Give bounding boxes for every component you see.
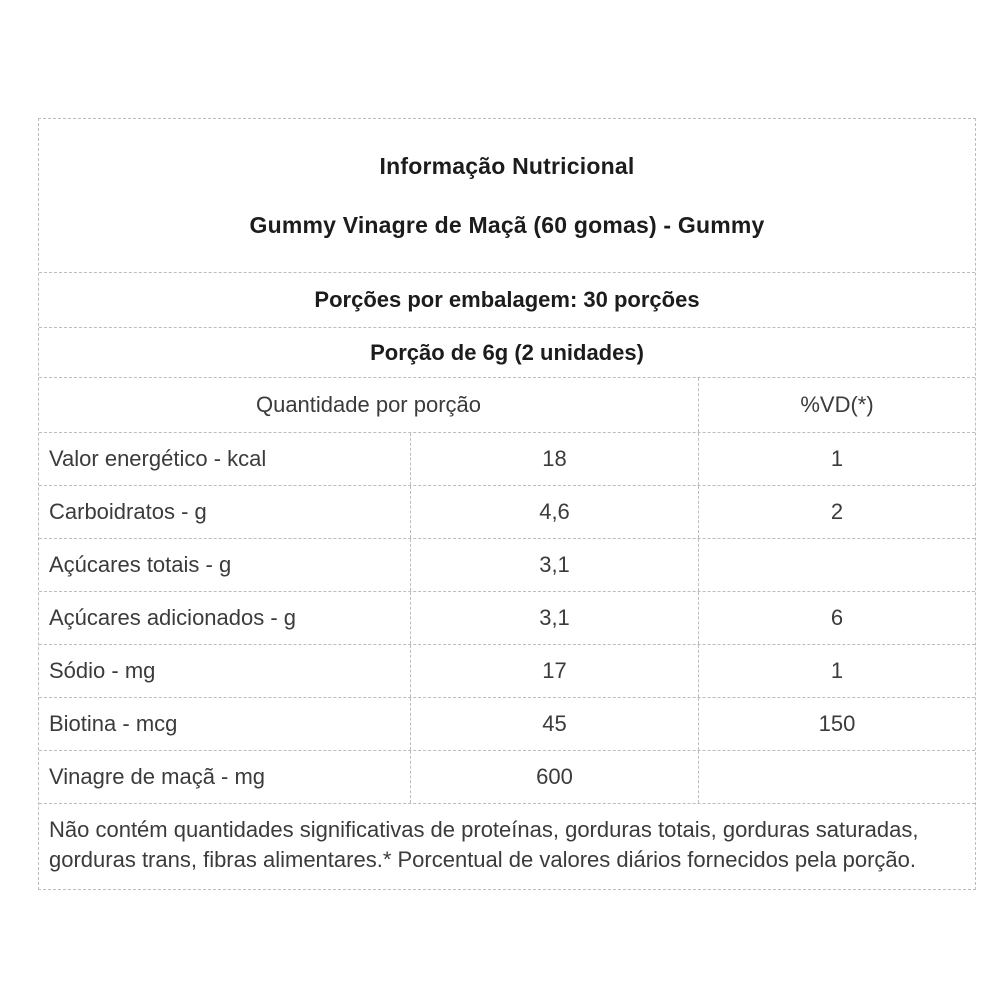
nutrient-amount: 3,1 bbox=[410, 539, 698, 591]
nutrient-amount: 3,1 bbox=[410, 592, 698, 644]
nutrient-amount: 17 bbox=[410, 645, 698, 697]
nutrient-label: Vinagre de maçã - mg bbox=[49, 764, 266, 789]
nutrient-daily-value: 150 bbox=[698, 698, 975, 750]
product-name: Gummy Vinagre de Maçã (60 gomas) - Gummy bbox=[249, 211, 765, 238]
nutrient-daily-value bbox=[698, 751, 975, 803]
nutrition-facts-table bbox=[38, 118, 976, 890]
nutrient-label: Carboidratos - g bbox=[49, 499, 207, 524]
table-row-vinagre-de-maca bbox=[39, 750, 975, 803]
table-row-valor-energetico bbox=[39, 432, 975, 485]
nutrient-label: Valor energético - kcal bbox=[49, 446, 267, 471]
nutrient-daily-value: 1 bbox=[698, 645, 975, 697]
nutrient-label: Açúcares adicionados - g bbox=[49, 605, 297, 630]
nutrient-daily-value: 1 bbox=[698, 433, 975, 485]
servings-per-package-text: Porções por embalagem: 30 porções bbox=[314, 287, 700, 312]
table-row-biotina bbox=[39, 697, 975, 750]
table-row-carboidratos bbox=[39, 485, 975, 538]
nutrient-amount: 18 bbox=[410, 433, 698, 485]
table-title-block bbox=[39, 119, 975, 272]
nutrient-daily-value bbox=[698, 539, 975, 591]
nutrient-amount: 600 bbox=[410, 751, 698, 803]
nutrient-label: Biotina - mcg bbox=[49, 711, 178, 736]
nutrient-label: Sódio - mg bbox=[49, 658, 156, 683]
serving-size-text: Porção de 6g (2 unidades) bbox=[370, 339, 644, 365]
table-row-acucares-adicionados bbox=[39, 591, 975, 644]
nutrient-daily-value: 6 bbox=[698, 592, 975, 644]
nutrient-amount: 45 bbox=[410, 698, 698, 750]
table-row-sodio bbox=[39, 644, 975, 697]
nutrient-daily-value: 2 bbox=[698, 486, 975, 538]
table-title: Informação Nutricional bbox=[379, 152, 635, 179]
servings-per-package-row bbox=[39, 272, 975, 327]
nutrient-label: Açúcares totais - g bbox=[49, 552, 232, 577]
footnote: Não contém quantidades significativas de proteínas, gorduras totais, gorduras saturadas, gorduras trans, fibras alimentares.* Porcentual de valores diários fornecidos pela porção. bbox=[39, 803, 975, 889]
serving-size-row bbox=[39, 327, 975, 377]
column-header-daily-value: %VD(*) bbox=[698, 378, 975, 432]
table-header-row bbox=[39, 377, 975, 432]
column-header-quantity-per-serving: Quantidade por porção bbox=[255, 392, 482, 417]
nutrient-amount: 4,6 bbox=[410, 486, 698, 538]
table-row-acucares-totais bbox=[39, 538, 975, 591]
